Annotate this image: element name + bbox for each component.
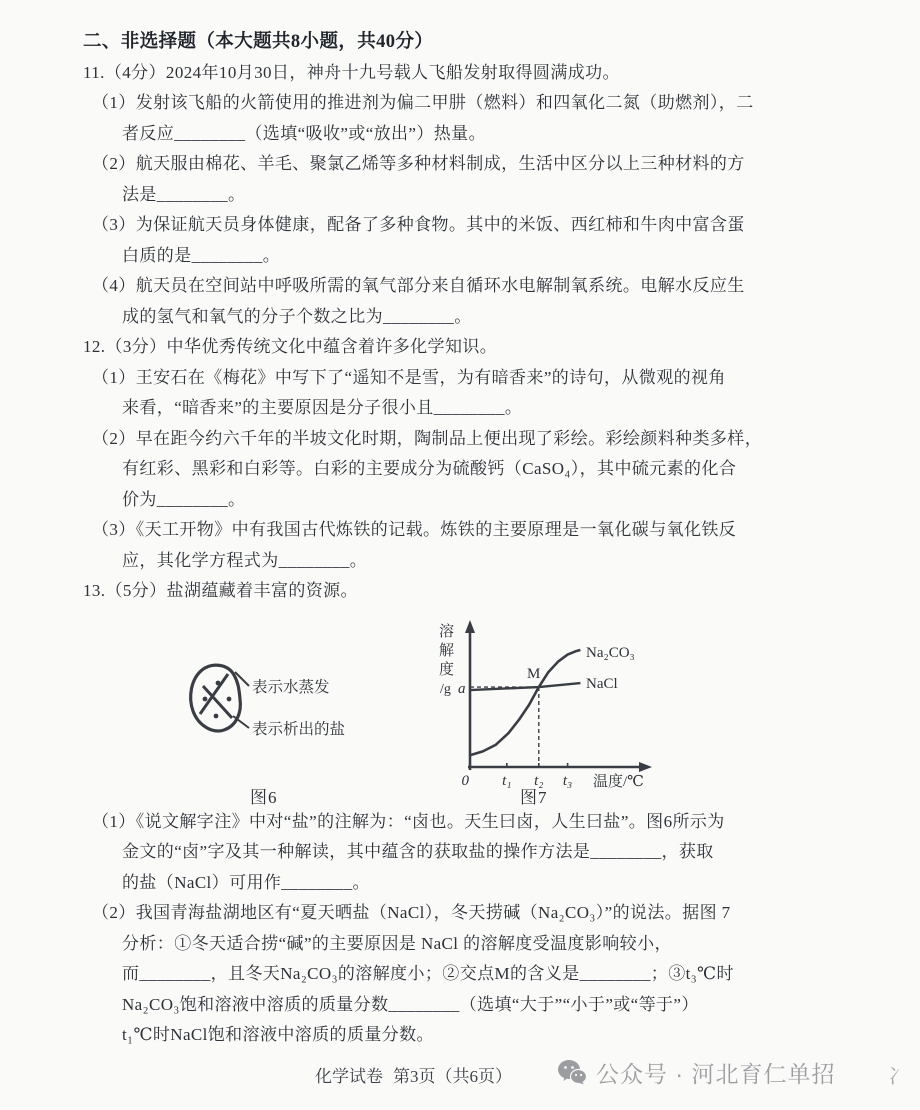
y-axis-label-unit: /g bbox=[440, 681, 451, 697]
q11-part4-line1: （4）航天员在空间站中呼吸所需的氧气部分来自循环水电解制氧系统。电解水反应生 bbox=[92, 276, 745, 295]
q12-part1-line2: 来看，“暗香来”的主要原因是分子很小且________。 bbox=[122, 398, 523, 417]
q11-part2-line1: （2）航天服由棉花、羊毛、聚氯乙烯等多种材料制成，生活中区分以上三种材料的方 bbox=[92, 154, 745, 173]
q13-part2-line5: t₁℃时NaCl饱和溶液中溶质的质量分数。 bbox=[122, 1025, 434, 1044]
crossing-point-label: M bbox=[527, 665, 541, 682]
q11-stem: 11.（4分）2024年10月30日，神舟十九号载人飞船发射取得圆满成功。 bbox=[83, 62, 620, 82]
x-tick-label: t₂ bbox=[534, 772, 544, 789]
label-salt: 表示析出的盐 bbox=[252, 720, 346, 738]
q13-part1-line3: 的盐（NaCl）可用作________。 bbox=[122, 872, 370, 892]
watermark-tail-mark: 冫 bbox=[888, 1066, 908, 1088]
x-tick-label: 0 bbox=[461, 772, 469, 789]
q13-part2-line3: 而________，且冬天Na₂CO₃的溶解度小；②交点M的含义是________；③t₃℃时 bbox=[122, 964, 734, 983]
q13-part1-line1: （1）《说文解字注》中对“盐”的注解为：“卤也。天生曰卤，人生曰盐”。图6所示为 bbox=[92, 811, 725, 831]
solubility-chart bbox=[425, 615, 665, 807]
q12-stem: 12.（3分）中华优秀传统文化中蕴含着许多化学知识。 bbox=[83, 337, 498, 356]
q13-part2-line2: 分析：①冬天适合捞“碱”的主要原因是 NaCl 的溶解度受温度影响较小， bbox=[122, 933, 672, 953]
q11-part2-line2: 法是________。 bbox=[122, 184, 246, 204]
glyph-figure bbox=[185, 655, 365, 790]
figure-row bbox=[0, 607, 920, 807]
q13-part1-line2: 金文的“卤”字及其一种解读，其中蕴含的获取盐的操作方法是________，获取 bbox=[122, 842, 714, 861]
q12-part2-line2: 有红彩、黑彩和白彩等。白彩的主要成分为硫酸钙（CaSO₄），其中硫元素的化合 bbox=[122, 459, 737, 478]
watermark bbox=[557, 1056, 835, 1089]
wechat-icon bbox=[557, 1059, 587, 1086]
x-axis-label: 温度/℃ bbox=[593, 773, 644, 790]
figure7-caption: 图7 bbox=[520, 787, 548, 807]
glyph-dot-top bbox=[216, 680, 221, 685]
q11-part1-line2: 者反应________（选填“吸收”或“放出”）热量。 bbox=[122, 123, 486, 143]
glyph-dot-right bbox=[227, 696, 232, 701]
series-label-nacl: NaCl bbox=[586, 675, 618, 692]
y-axis-label-char3: 度 bbox=[439, 661, 455, 678]
q13-part2-line1: （2）我国青海盐湖地区有“夏天晒盐（NaCl），冬天捞碱（Na₂CO₃）”的说法。据图 7 bbox=[92, 903, 731, 922]
curve-na2co3 bbox=[470, 650, 580, 755]
figure6 bbox=[185, 655, 365, 795]
q12-part2-line1: （2）早在距今约六千年的半坡文化时期，陶制品上便出现了彩绘。彩绘颜料种类多样， bbox=[92, 428, 763, 448]
y-axis-arrow bbox=[465, 620, 475, 633]
section-header: 二、非选择题（本大题共8小题，共40分） bbox=[83, 32, 434, 52]
y-axis-label-char2: 解 bbox=[439, 642, 455, 659]
q11-part3-line2: 白质的是________。 bbox=[122, 245, 281, 265]
x-tick-label: t₁ bbox=[502, 772, 512, 789]
y-axis-label-char1: 溶 bbox=[439, 623, 455, 640]
q12-part1-line1: （1）王安石在《梅花》中写下了“遥知不是雪，为有暗香来”的诗句，从微观的视角 bbox=[92, 367, 726, 387]
x-axis-arrow bbox=[639, 762, 652, 772]
y-ref-label: a bbox=[458, 680, 466, 697]
figure6-caption: 图6 bbox=[250, 787, 278, 807]
glyph-dot-bottom bbox=[214, 713, 219, 718]
q11-part3-line1: （3）为保证航天员身体健康，配备了多种食物。其中的米饭、西红柿和牛肉中富含蛋 bbox=[92, 215, 745, 234]
exam-title: 化学试卷 bbox=[315, 1067, 383, 1086]
q13-stem: 13.（5分）盐湖蕴藏着丰富的资源。 bbox=[83, 581, 358, 600]
q12-part3-line2: 应，其化学方程式为________。 bbox=[122, 550, 368, 570]
glyph-dot-left bbox=[203, 696, 208, 701]
q11-part1-line1: （1）发射该飞船的火箭使用的推进剂为偏二甲肼（燃料）和四氧化二氮（助燃剂），二 bbox=[92, 93, 754, 112]
q11-part4-line2: 成的氢气和氧气的分子个数之比为________。 bbox=[122, 306, 472, 326]
series-label-na2co3: Na₂CO₃ bbox=[586, 644, 635, 661]
footer-exam-info bbox=[315, 1062, 512, 1087]
q12-part2-line3: 价为________。 bbox=[122, 489, 246, 509]
q12-part3-line1: （3）《天工开物》中有我国古代炼铁的记载。炼铁的主要原理是一氧化碳与氧化铁反 bbox=[92, 520, 737, 539]
q13-part2-line4: Na₂CO₃饱和溶液中溶质的质量分数________（选填“大于”“小于”或“等于”） bbox=[122, 994, 699, 1014]
x-tick-label: t₃ bbox=[562, 772, 573, 789]
page-footer bbox=[0, 1056, 920, 1096]
page-number: 第3页（共6页） bbox=[393, 1067, 512, 1086]
label-evaporation: 表示水蒸发 bbox=[252, 678, 330, 696]
watermark-text: 公众号 · 河北育仁单招 bbox=[596, 1061, 836, 1087]
